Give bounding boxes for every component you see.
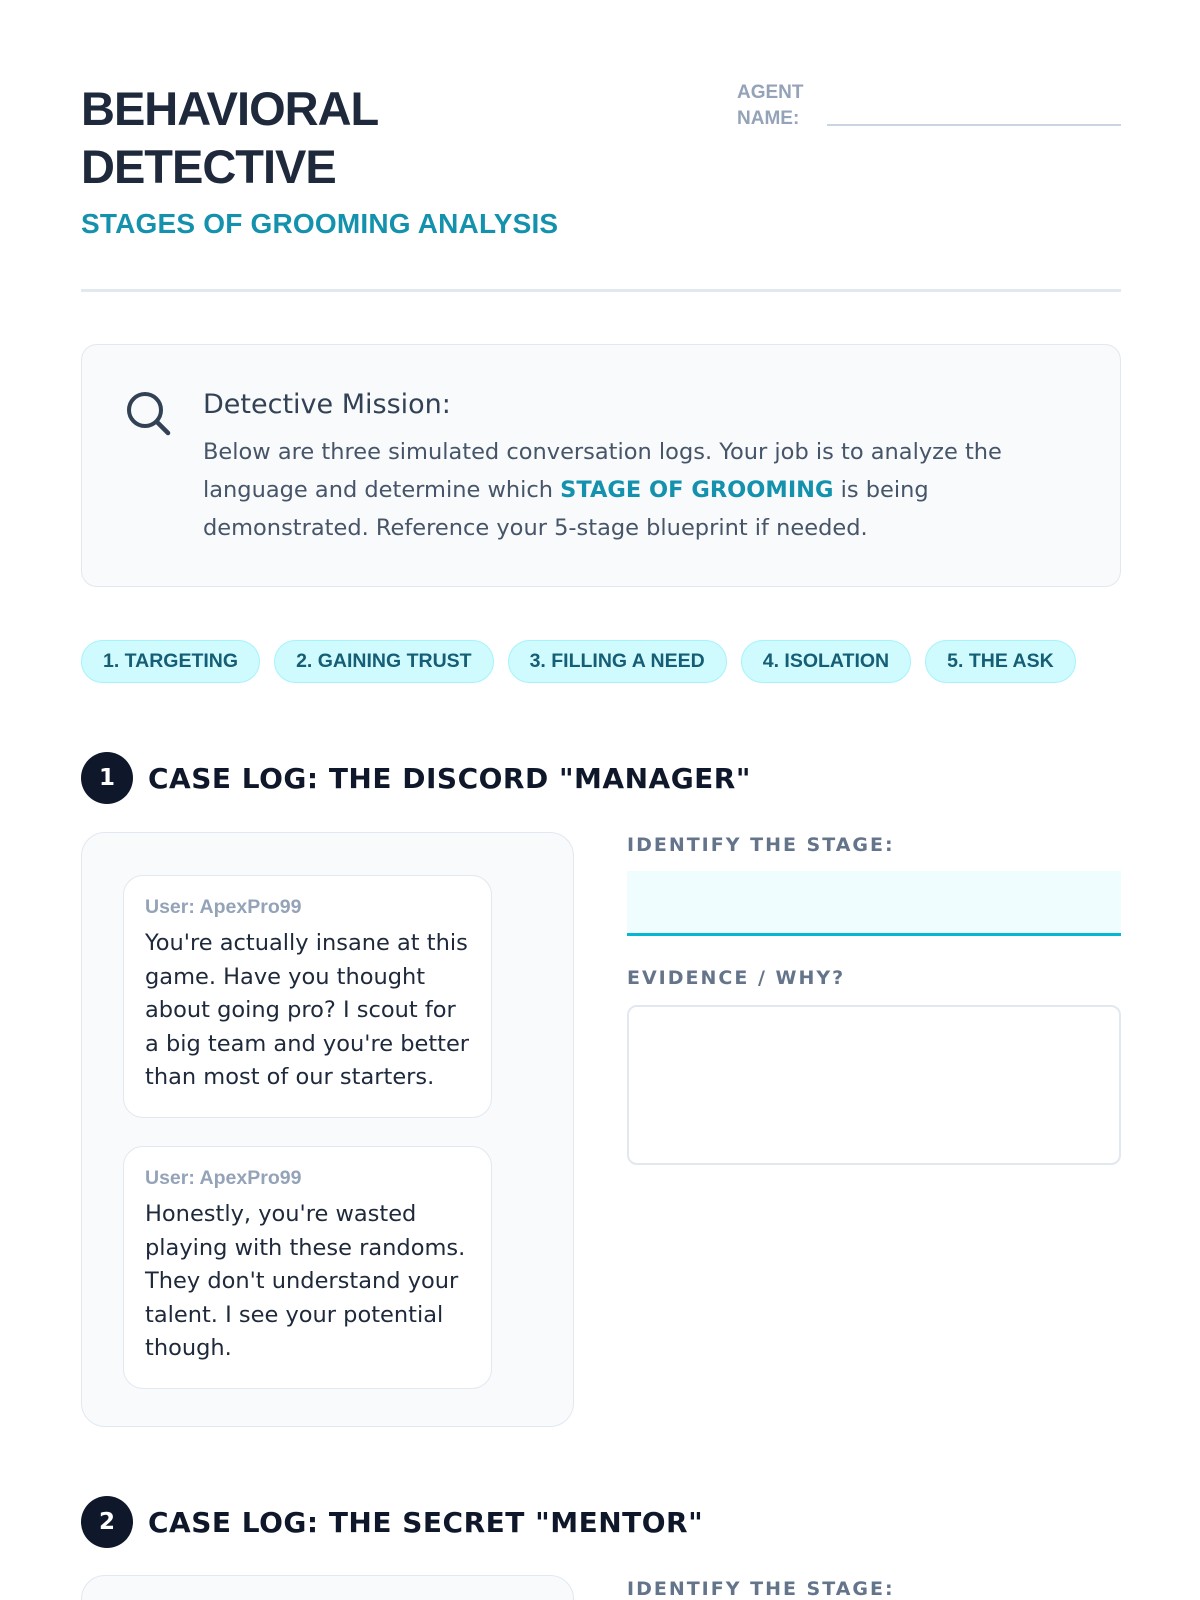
mission-text-after: is being demonstrated. Reference your 5-stage blueprint if needed. [203,477,929,541]
mission-title: Detective Mission: [203,389,451,420]
page-title: BEHAVIORAL DETECTIVE [81,82,378,193]
evidence-textarea[interactable] [627,1005,1121,1165]
case-2-heading [81,1496,703,1548]
identify-stage-label: IDENTIFY THE STAGE: [627,834,895,856]
mission-text-before: Below are three simulated conversation logs. Your job is to analyze the language and determine which [203,439,1002,503]
case-title: CASE LOG: THE SECRET "MENTOR" [148,1505,704,1539]
chat-message [123,875,492,1118]
stage-chip-the-ask: 5. THE ASK [925,640,1076,683]
case-title: CASE LOG: THE DISCORD "MANAGER" [148,761,751,795]
case-1-heading [81,752,751,804]
agent-name-label: AGENT NAME: [737,82,804,129]
stage-chip-isolation: 4. ISOLATION [741,640,911,683]
evidence-label: EVIDENCE / WHY? [627,967,846,989]
message-username: User: ApexPro99 [145,1167,302,1189]
case-2-chat-log [81,1575,574,1600]
mission-box [81,344,1121,587]
mission-text [203,433,1083,547]
agent-name-line[interactable] [827,124,1121,126]
magnifier-icon [124,389,172,437]
chat-message [123,1146,492,1389]
identify-stage-input[interactable] [627,871,1121,936]
stage-chip-targeting: 1. TARGETING [81,640,260,683]
case-number-badge: 2 [81,1496,133,1548]
agent-name-field [737,80,1121,132]
stage-chip-gaining-trust: 2. GAINING TRUST [274,640,494,683]
mission-highlight: STAGE OF GROOMING [560,477,834,503]
stage-chip-filling-a-need: 3. FILLING A NEED [508,640,727,683]
stage-chips [81,640,1076,683]
identify-stage-label: IDENTIFY THE STAGE: [627,1578,895,1600]
message-text: Honestly, you're wasted playing with these randoms. They don't understand your talent. I see your potential though. [145,1201,466,1361]
page-subtitle: STAGES OF GROOMING ANALYSIS [81,208,559,239]
case-1-chat-log [81,832,574,1427]
message-username: User: ApexPro99 [145,896,302,918]
case-number-badge: 1 [81,752,133,804]
worksheet-header [81,80,1121,292]
message-text: You're actually insane at this game. Have you thought about going pro? I scout for a big team and you're better than most of our starters. [145,930,470,1090]
